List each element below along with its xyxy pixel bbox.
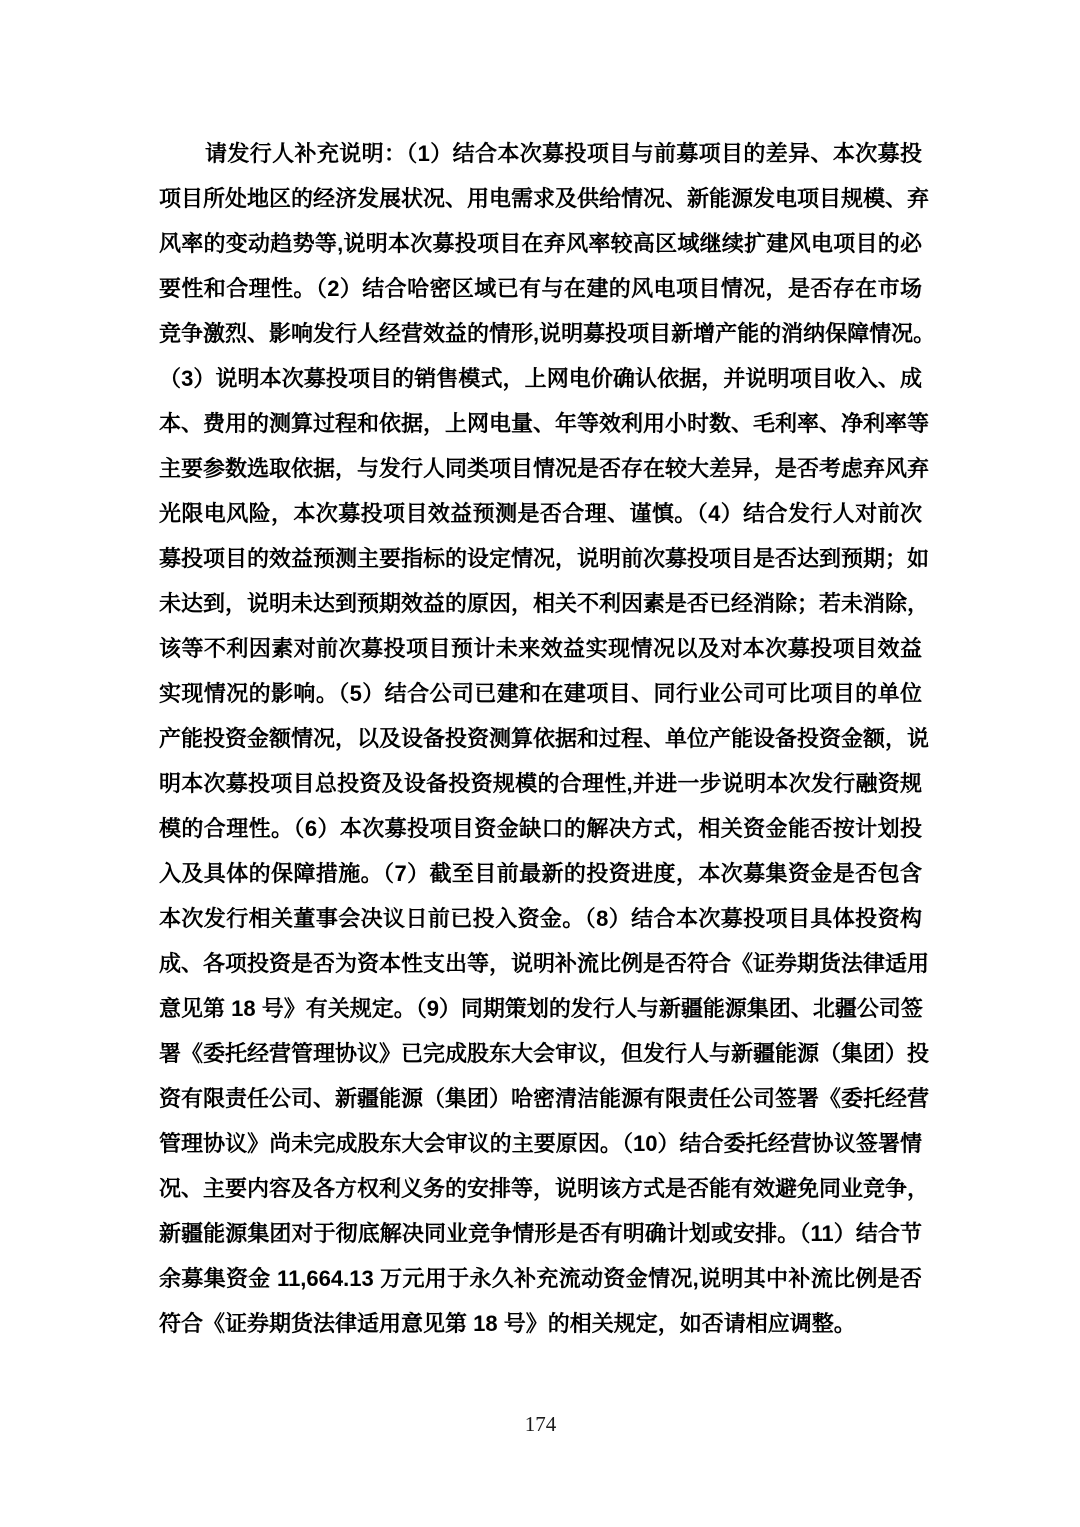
paragraph-line: 实现情况的影响。（5）结合公司已建和在建项目、同行业公司可比项目的单位 — [159, 681, 922, 706]
paragraph-line: 未达到，说明未达到预期效益的原因，相关不利因素是否已经消除；若未消除， — [159, 591, 930, 616]
paragraph-line: 余募集资金 11,664.13 万元用于永久补充流动资金情况,说明其中补流比例是否 — [159, 1266, 922, 1291]
paragraph-line: 项目所处地区的经济发展状况、用电需求及供给情况、新能源发电项目规模、弃 — [159, 186, 930, 211]
paragraph-line: 署《委托经营管理协议》已完成股东大会审议，但发行人与新疆能源（集团）投 — [159, 1041, 930, 1066]
paragraph-line: 意见第 18 号》有关规定。（9）同期策划的发行人与新疆能源集团、北疆公司签 — [159, 996, 923, 1021]
paragraph-line: 请发行人补充说明：（1）结合本次募投项目与前募项目的差异、本次募投 — [205, 141, 922, 166]
paragraph-line: 光限电风险，本次募投项目效益预测是否合理、谨慎。（4）结合发行人对前次 — [159, 501, 922, 526]
paragraph-line: 要性和合理性。（2）结合哈密区域已有与在建的风电项目情况，是否存在市场 — [159, 276, 922, 301]
paragraph-line: 资有限责任公司、新疆能源（集团）哈密清洁能源有限责任公司签署《委托经营 — [159, 1086, 930, 1111]
paragraph-line: 管理协议》尚未完成股东大会审议的主要原因。（10）结合委托经营协议签署情 — [159, 1131, 922, 1156]
paragraph-line: 明本次募投项目总投资及设备投资规模的合理性,并进一步说明本次发行融资规 — [159, 771, 922, 796]
paragraph-line: 模的合理性。（6）本次募投项目资金缺口的解决方式，相关资金能否按计划投 — [159, 816, 922, 841]
paragraph-line: 入及具体的保障措施。（7）截至目前最新的投资进度，本次募集资金是否包含 — [159, 861, 922, 886]
paragraph-line: 况、主要内容及各方权利义务的安排等，说明该方式是否能有效避免同业竞争， — [159, 1176, 930, 1201]
page-footer — [159, 1412, 922, 1437]
paragraph-line: 该等不利因素对前次募投项目预计未来效益实现情况以及对本次募投项目效益 — [159, 636, 922, 661]
paragraph-line: 风率的变动趋势等,说明本次募投项目在弃风率较高区域继续扩建风电项目的必 — [159, 231, 922, 256]
paragraph-line: 新疆能源集团对于彻底解决同业竞争情形是否有明确计划或安排。（11）结合节 — [159, 1221, 922, 1246]
text-block — [159, 131, 936, 1346]
paragraph-line: 成、各项投资是否为资本性支出等，说明补流比例是否符合《证券期货法律适用 — [159, 951, 930, 976]
paragraph-line: 产能投资金额情况，以及设备投资测算依据和过程、单位产能设备投资金额，说 — [159, 726, 930, 751]
paragraph-line: （3）说明本次募投项目的销售模式，上网电价确认依据，并说明项目收入、成 — [159, 366, 922, 391]
paragraph-line: 募投项目的效益预测主要指标的设定情况，说明前次募投项目是否达到预期；如 — [159, 546, 930, 571]
paragraph-line: 本、费用的测算过程和依据，上网电量、年等效利用小时数、毛利率、净利率等 — [159, 411, 930, 436]
paragraph-line: 主要参数选取依据，与发行人同类项目情况是否存在较大差异，是否考虑弃风弃 — [159, 456, 930, 481]
paragraph-line: 竞争激烈、影响发行人经营效益的情形,说明募投项目新增产能的消纳保障情况。 — [159, 321, 936, 346]
page-number: 174 — [524, 1412, 557, 1436]
paragraph-line: 本次发行相关董事会决议日前已投入资金。（8）结合本次募投项目具体投资构 — [159, 906, 922, 931]
paragraph-line: 符合《证券期货法律适用意见第 18 号》的相关规定，如否请相应调整。 — [159, 1311, 856, 1336]
